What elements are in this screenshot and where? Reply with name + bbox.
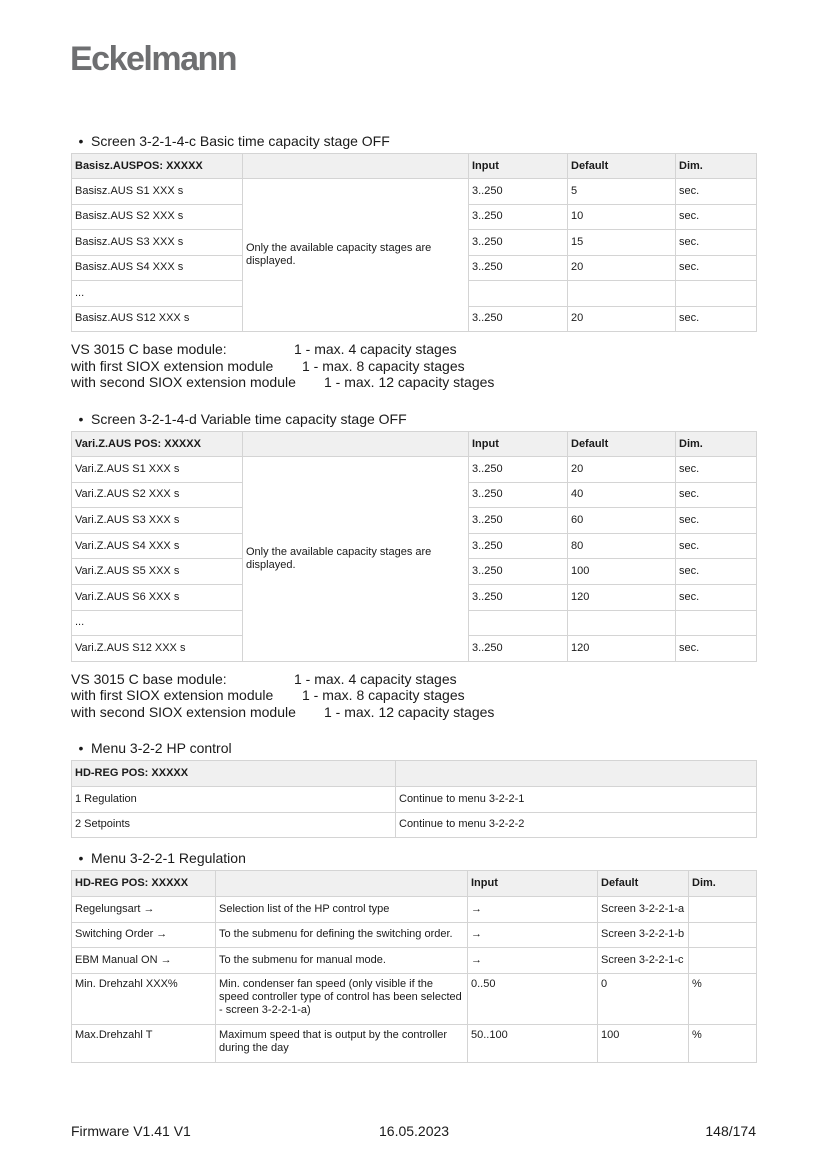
section-variable-time-off	[71, 411, 756, 721]
param-name: Basisz.AUS S4 XXX s	[72, 255, 243, 281]
input-range: 3..250	[469, 508, 568, 534]
table-header-row	[72, 432, 757, 457]
param-name: Vari.Z.AUS S5 XXX s	[72, 559, 243, 585]
dimension: sec.	[676, 559, 757, 585]
default-value: 40	[568, 482, 676, 508]
param-name: ...	[72, 281, 243, 307]
note-cell: Only the available capacity stages are displayed.	[243, 457, 469, 662]
stage-line: with first SIOX extension module 1 - max. 8 capacity stages	[71, 687, 465, 704]
header-cell	[243, 154, 469, 179]
basic-time-table	[71, 153, 757, 332]
table-row	[72, 973, 757, 1024]
param-name: Min. Drehzahl XXX%	[72, 973, 216, 1024]
dimension: sec.	[676, 584, 757, 610]
input-range: →	[468, 948, 598, 974]
section-basic-time-off	[71, 133, 756, 391]
input-range: 3..250	[469, 457, 568, 483]
menu-item: 2 Setpoints	[72, 812, 396, 838]
header-cell: Dim.	[676, 432, 757, 457]
param-name: Basisz.AUS S3 XXX s	[72, 230, 243, 256]
header-cell: Default	[568, 154, 676, 179]
header-cell	[396, 761, 757, 787]
table-row	[72, 457, 757, 483]
header-cell: Input	[468, 871, 598, 897]
table-row	[72, 948, 757, 974]
input-range: →	[468, 897, 598, 923]
footer-date: 16.05.2023	[379, 1123, 450, 1139]
table-row	[72, 179, 757, 205]
dimension	[676, 281, 757, 307]
dimension: sec.	[676, 482, 757, 508]
param-name: Vari.Z.AUS S4 XXX s	[72, 533, 243, 559]
input-range: 0..50	[468, 973, 598, 1024]
input-range: 3..250	[469, 584, 568, 610]
note-cell: Only the available capacity stages are displayed.	[243, 179, 469, 332]
table-header-row	[72, 761, 757, 787]
default-value: 0	[598, 973, 689, 1024]
default-value: Screen 3-2-2-1-b	[598, 922, 689, 948]
menu-target: Continue to menu 3-2-2-2	[396, 812, 757, 838]
section-regulation-menu	[71, 850, 756, 1063]
dimension: %	[689, 973, 757, 1024]
dimension: sec.	[676, 230, 757, 256]
dimension: sec.	[676, 179, 757, 205]
param-description: To the submenu for manual mode.	[216, 948, 468, 974]
param-name: Vari.Z.AUS S12 XXX s	[72, 636, 243, 662]
table-header-row	[72, 154, 757, 179]
header-cell: Vari.Z.AUS POS: XXXXX	[72, 432, 243, 457]
dimension: sec.	[676, 508, 757, 534]
dimension: sec.	[676, 255, 757, 281]
dimension	[689, 948, 757, 974]
default-value: 100	[568, 559, 676, 585]
default-value	[568, 281, 676, 307]
dimension: sec.	[676, 204, 757, 230]
input-range: 3..250	[469, 255, 568, 281]
section-heading: • Screen 3-2-1-4-d Variable time capacity stage OFF	[78, 411, 407, 427]
stage-line: with first SIOX extension module 1 - max. 8 capacity stages	[71, 357, 465, 374]
table-header-row	[72, 871, 757, 897]
header-cell: HD-REG POS: XXXXX	[72, 871, 216, 897]
table-row	[72, 897, 757, 923]
table-row	[72, 787, 757, 813]
table-row	[72, 922, 757, 948]
header-cell: Basisz.AUSPOS: XXXXX	[72, 154, 243, 179]
input-range: 3..250	[469, 636, 568, 662]
input-range: 3..250	[469, 559, 568, 585]
table-row	[72, 1024, 757, 1062]
header-cell: Dim.	[689, 871, 757, 897]
variable-time-table	[71, 431, 757, 662]
input-range	[469, 610, 568, 636]
section-heading: • Menu 3-2-2-1 Regulation	[78, 850, 246, 866]
param-name: Vari.Z.AUS S2 XXX s	[72, 482, 243, 508]
default-value: 120	[568, 584, 676, 610]
header-cell: Input	[469, 154, 568, 179]
default-value: 60	[568, 508, 676, 534]
param-name: Vari.Z.AUS S3 XXX s	[72, 508, 243, 534]
default-value: 20	[568, 457, 676, 483]
stage-line: VS 3015 C base module: 1 - max. 4 capacity stages	[71, 670, 457, 687]
stage-line: with second SIOX extension module 1 - max. 12 capacity stages	[71, 704, 495, 721]
header-cell: HD-REG POS: XXXXX	[72, 761, 396, 787]
param-name: Vari.Z.AUS S1 XXX s	[72, 457, 243, 483]
default-value: Screen 3-2-2-1-a	[598, 897, 689, 923]
capacity-stages-list	[71, 671, 756, 721]
default-value: 80	[568, 533, 676, 559]
param-description: Selection list of the HP control type	[216, 897, 468, 923]
capacity-stages-list	[71, 341, 756, 391]
param-name: Vari.Z.AUS S6 XXX s	[72, 584, 243, 610]
input-range: 3..250	[469, 204, 568, 230]
header-cell: Input	[469, 432, 568, 457]
default-value: 120	[568, 636, 676, 662]
input-range: 3..250	[469, 230, 568, 256]
header-cell	[216, 871, 468, 897]
dimension: sec.	[676, 306, 757, 332]
section-heading: • Menu 3-2-2 HP control	[78, 740, 232, 756]
default-value: Screen 3-2-2-1-c	[598, 948, 689, 974]
company-logo: Eckelmann	[70, 40, 237, 78]
input-range: →	[468, 922, 598, 948]
section-heading: • Screen 3-2-1-4-c Basic time capacity stage OFF	[78, 133, 390, 149]
dimension: sec.	[676, 457, 757, 483]
dimension	[689, 897, 757, 923]
menu-item: 1 Regulation	[72, 787, 396, 813]
param-name: Regelungsart →	[72, 897, 216, 923]
param-name: EBM Manual ON →	[72, 948, 216, 974]
param-name: Basisz.AUS S2 XXX s	[72, 204, 243, 230]
dimension: %	[689, 1024, 757, 1062]
header-cell: Dim.	[676, 154, 757, 179]
dimension: sec.	[676, 533, 757, 559]
param-description: Min. condenser fan speed (only visible if the speed controller type of control has been selected - screen 3-2-2-1-a)	[216, 973, 468, 1024]
param-description: Maximum speed that is output by the controller during the day	[216, 1024, 468, 1062]
default-value: 100	[598, 1024, 689, 1062]
menu-target: Continue to menu 3-2-2-1	[396, 787, 757, 813]
default-value: 20	[568, 306, 676, 332]
hp-control-table	[71, 760, 757, 838]
section-hp-control-menu	[71, 740, 756, 838]
footer-page-number: 148/174	[705, 1123, 756, 1139]
input-range: 3..250	[469, 306, 568, 332]
stage-line: with second SIOX extension module 1 - max. 12 capacity stages	[71, 374, 495, 391]
param-description: To the submenu for defining the switching order.	[216, 922, 468, 948]
param-name: Switching Order →	[72, 922, 216, 948]
dimension: sec.	[676, 636, 757, 662]
dimension	[676, 610, 757, 636]
input-range: 3..250	[469, 482, 568, 508]
stage-line: VS 3015 C base module: 1 - max. 4 capacity stages	[71, 341, 457, 357]
default-value	[568, 610, 676, 636]
input-range: 3..250	[469, 533, 568, 559]
header-cell: Default	[568, 432, 676, 457]
default-value: 15	[568, 230, 676, 256]
param-name: Basisz.AUS S1 XXX s	[72, 179, 243, 205]
input-range	[469, 281, 568, 307]
param-name: ...	[72, 610, 243, 636]
input-range: 50..100	[468, 1024, 598, 1062]
header-cell	[243, 432, 469, 457]
footer-firmware: Firmware V1.41 V1	[71, 1123, 191, 1139]
regulation-table	[71, 870, 757, 1063]
default-value: 5	[568, 179, 676, 205]
param-name: Max.Drehzahl T	[72, 1024, 216, 1062]
table-row	[72, 812, 757, 838]
default-value: 20	[568, 255, 676, 281]
dimension	[689, 922, 757, 948]
param-name: Basisz.AUS S12 XXX s	[72, 306, 243, 332]
header-cell: Default	[598, 871, 689, 897]
input-range: 3..250	[469, 179, 568, 205]
default-value: 10	[568, 204, 676, 230]
